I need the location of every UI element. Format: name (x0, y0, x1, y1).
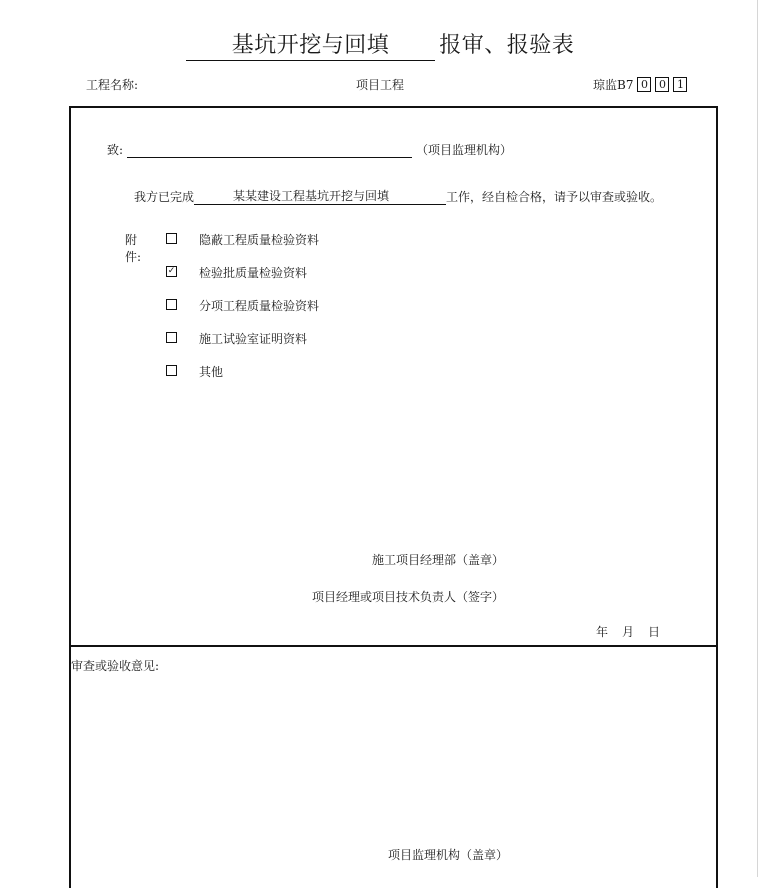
attachment-label: 分项工程质量检验资料 (199, 299, 320, 313)
project-label: 工程名称: (86, 78, 139, 92)
form-frame (69, 106, 718, 888)
title-suffix: 报审、报验表 (439, 33, 575, 58)
done-prefix: 我方已完成 (134, 190, 195, 204)
attachment-label: 隐蔽工程质量检验资料 (199, 233, 320, 247)
form-code-digit: 0 (637, 77, 651, 92)
title-subject: 基坑开挖与回填 (186, 33, 436, 61)
form-code (593, 76, 687, 93)
attachment-label: 其他 (199, 365, 224, 379)
addressee-field[interactable] (127, 143, 412, 158)
checkbox[interactable] (166, 332, 177, 343)
checkbox[interactable] (166, 365, 177, 376)
form-code-digit: 1 (673, 77, 687, 92)
checkbox-checked[interactable]: ✓ (167, 266, 176, 276)
section-divider (69, 645, 718, 647)
date-day: 日 (648, 625, 661, 639)
attachment-label: 检验批质量检验资料 (199, 266, 308, 280)
form-code-prefix: 琼监B7 (593, 78, 634, 92)
checkbox[interactable] (166, 299, 177, 310)
page-edge-rule (757, 0, 758, 877)
to-org-label: （项目监理机构） (416, 143, 513, 157)
date-line (596, 623, 674, 640)
date-month: 月 (622, 625, 635, 639)
attach-label: 附件: (125, 233, 142, 264)
manager-signature-label: 项目经理或项目技术负责人（签字） (312, 590, 505, 604)
attachment-label: 施工试验室证明资料 (199, 332, 308, 346)
project-name: 项目工程 (355, 78, 404, 92)
completed-work-field[interactable]: 某某建设工程基坑开挖与回填 (194, 189, 446, 205)
form-code-digit: 0 (655, 77, 669, 92)
to-label: 致: (107, 143, 124, 157)
form-title (0, 28, 760, 61)
done-suffix: 工作，经自检合格，请予以审查或验收。 (446, 190, 663, 204)
checkbox[interactable] (166, 233, 177, 244)
supervision-stamp-label: 项目监理机构（盖章） (388, 848, 509, 862)
completion-statement (134, 188, 662, 205)
date-year: 年 (596, 625, 609, 639)
review-opinion-label: 审查或验收意见: (71, 659, 160, 673)
contractor-stamp-label: 施工项目经理部（盖章） (372, 553, 505, 567)
addressee-row (107, 141, 512, 158)
